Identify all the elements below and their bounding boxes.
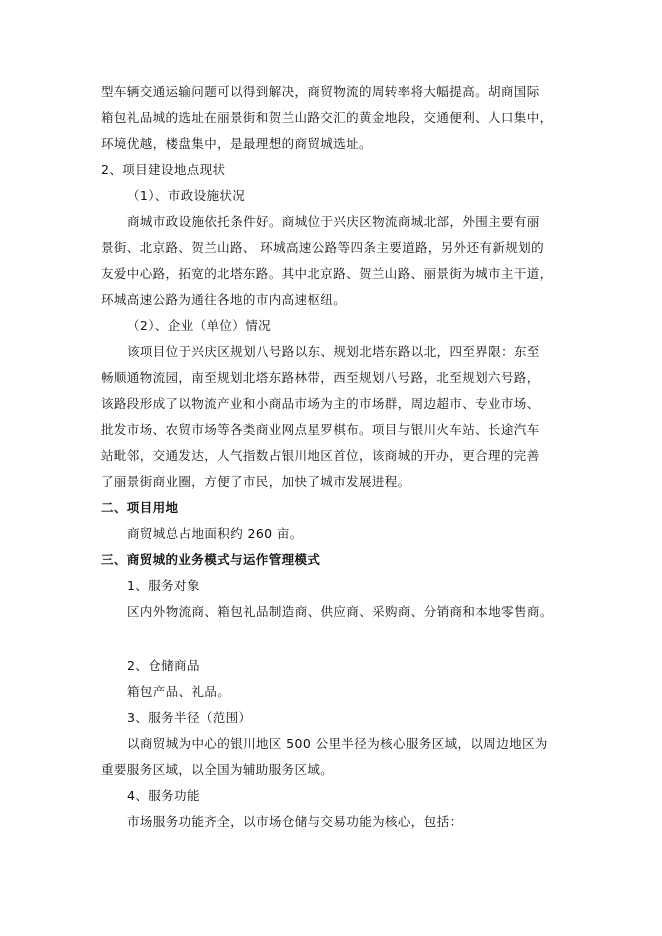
paragraph-line: 环城高速公路为通往各地的市内高速枢纽。: [101, 292, 347, 307]
paragraph-line: 型车辆交通运输问题可以得到解决，商贸物流的周转率将大幅提高。胡商国际: [101, 84, 540, 99]
paragraph-line: 批发市场、农贸市场等各类商业网点星罗棋布。项目与银川火车站、长途汽车: [101, 422, 540, 437]
paragraph-line: 环境优越，楼盘集中，是最理想的商贸城选址。: [101, 136, 372, 151]
paragraph-line: 以商贸城为中心的银川地区 500 公里半径为核心服务区域，以周边地区为: [127, 736, 548, 751]
paragraph-line: 箱包礼品城的选址在丽景街和贺兰山路交汇的黄金地段，交通便利、人口集中，: [101, 110, 553, 125]
paragraph-line: 该路段形成了以物流产业和小商品市场为主的市场群，周边超市、专业市场、: [101, 396, 540, 411]
paragraph-line: 了丽景街商业圈，方便了市民，加快了城市发展进程。: [101, 474, 411, 489]
paragraph-line: 重要服务区域，以全国为辅助服务区域。: [101, 762, 334, 777]
section-heading: 2、项目建设地点现状: [101, 162, 226, 177]
chapter-heading-land: 二、项目用地: [101, 500, 179, 515]
subsection-heading: （2）、企业（单位）情况: [127, 318, 272, 333]
paragraph-line: 友爱中心路，拓宽的北塔东路。其中北京路、贺兰山路、丽景街为城市主干道，: [101, 266, 553, 281]
section-heading: 2、仓储商品: [127, 658, 200, 673]
paragraph-line: 箱包产品、礼品。: [127, 684, 231, 699]
paragraph-line: 市场服务功能齐全，以市场仓储与交易功能为核心，包括：: [127, 814, 463, 829]
paragraph-line: 景街、北京路、贺兰山路、 环城高速公路等四条主要道路，另外还有新规划的: [101, 240, 544, 255]
paragraph-line: 商贸城总占地面积约 260 亩。: [127, 526, 303, 541]
subsection-heading: （1）、市政设施状况: [127, 188, 246, 203]
section-heading: 1、服务对象: [127, 578, 200, 593]
chapter-heading-business-model: 三、商贸城的业务模式与运作管理模式: [101, 552, 321, 567]
paragraph-line: 区内外物流商、箱包礼品制造商、供应商、采购商、分销商和本地零售商。: [127, 604, 553, 619]
section-heading: 3、服务半径（范围）: [127, 710, 252, 725]
paragraph-line: 畅顺通物流园，南至规划北塔东路林带，西至规划八号路，北至规划六号路，: [101, 370, 540, 385]
section-heading: 4、服务功能: [127, 788, 200, 803]
paragraph-line: 该项目位于兴庆区规划八号路以东、规划北塔东路以北，四至界限：东至: [127, 344, 540, 359]
paragraph-line: 站毗邻，交通发达，人气指数占银川地区首位，该商城的开办，更合理的完善: [101, 448, 540, 463]
paragraph-line: 商城市政设施依托条件好。商城位于兴庆区物流商城北部，外围主要有丽: [127, 214, 540, 229]
